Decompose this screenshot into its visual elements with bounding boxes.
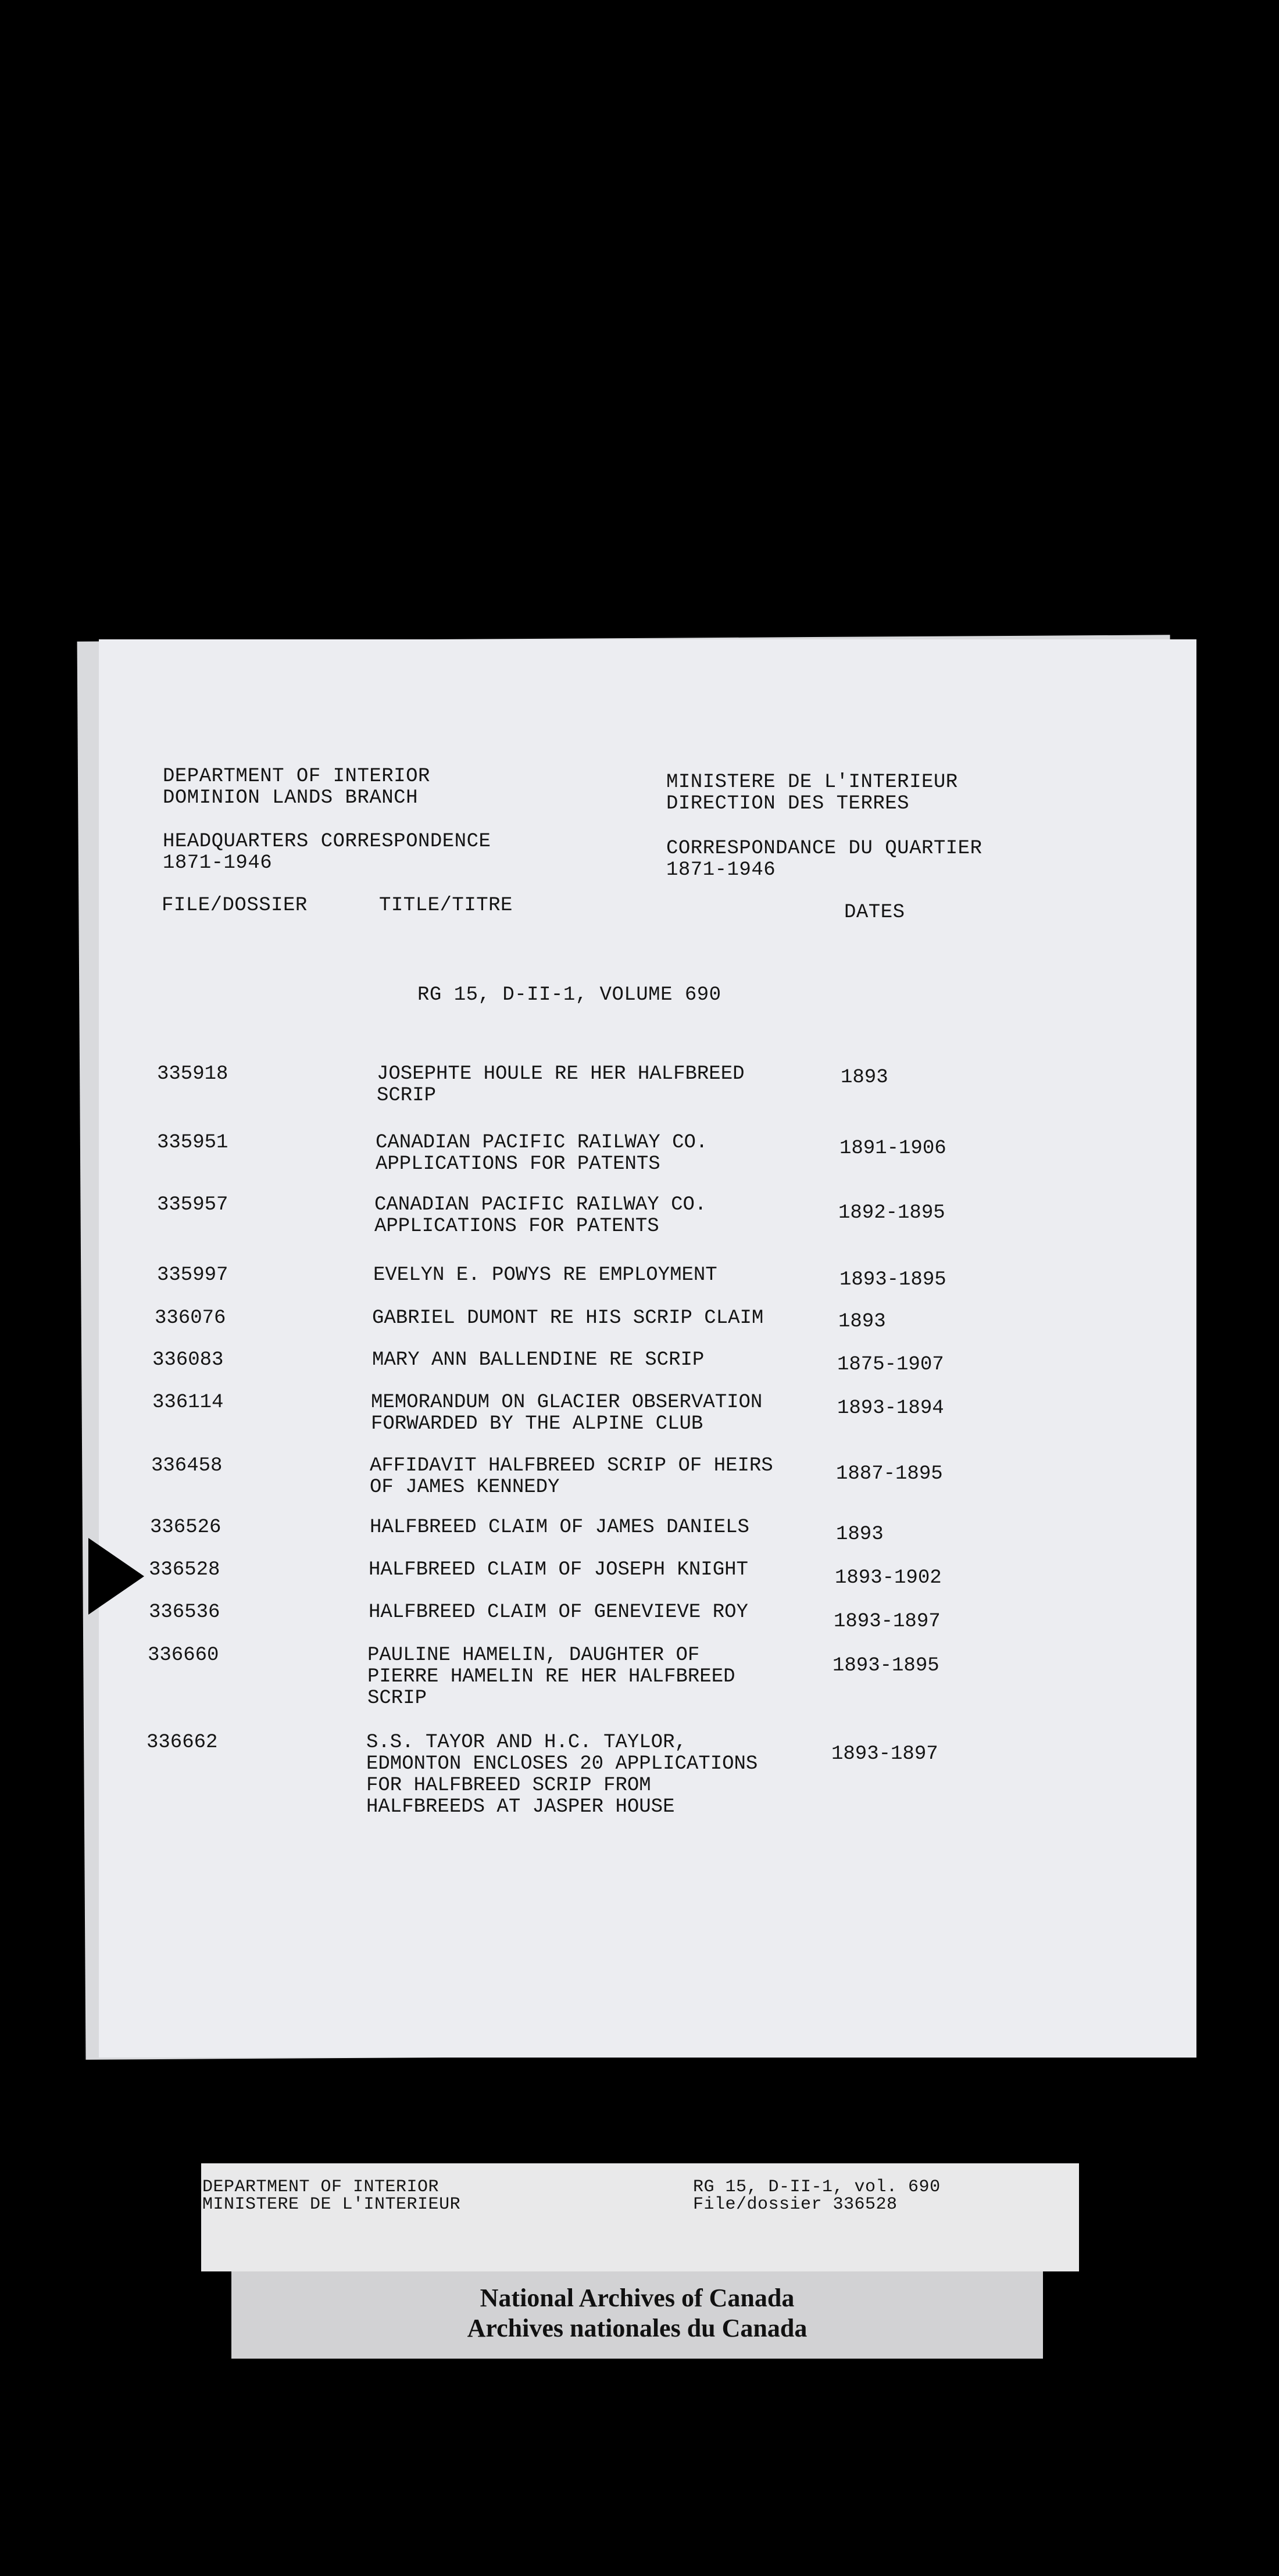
column-header-file: FILE/DOSSIER	[162, 895, 308, 917]
archive-name-french: Archives nationales du Canada	[467, 2314, 808, 2342]
archive-stamp-strip	[231, 2271, 1043, 2359]
entry-dates: 1891-1906	[839, 1137, 946, 1160]
entry-title: HALFBREED CLAIM OF JAMES DANIELS	[370, 1516, 749, 1539]
entry-file-number: 336662	[147, 1731, 218, 1754]
entry-title: GABRIEL DUMONT RE HIS SCRIP CLAIM	[372, 1307, 764, 1329]
entry-file-number: 335997	[157, 1264, 228, 1286]
archive-name-english: National Archives of Canada	[480, 2284, 795, 2312]
entry-title: MARY ANN BALLENDINE RE SCRIP	[372, 1349, 705, 1371]
label-right-line2: File/dossier 336528	[693, 2195, 898, 2214]
entry-title: EVELYN E. POWYS RE EMPLOYMENT	[373, 1264, 717, 1286]
entry-dates: 1893-1895	[833, 1655, 939, 1677]
selection-arrow-icon	[88, 1538, 144, 1615]
entry-file-number: 335951	[157, 1132, 228, 1154]
entry-file-number: 336076	[155, 1307, 226, 1329]
entry-dates: 1893-1894	[837, 1397, 944, 1419]
header-left-line1: DEPARTMENT OF INTERIOR	[163, 765, 430, 788]
entry-file-number: 335918	[157, 1063, 228, 1085]
file-label-strip	[201, 2163, 1079, 2271]
entry-title: S.S. TAYOR AND H.C. TAYLOR, EDMONTON ENCLOSES 20 APPLICATIONS FOR HALFBREED SCRIP FROM HALFBREEDS AT JASPER HOUSE	[366, 1731, 758, 1818]
column-header-dates: DATES	[844, 901, 905, 924]
entry-file-number: 336458	[151, 1455, 223, 1477]
header-left-line3: HEADQUARTERS CORRESPONDENCE	[163, 831, 491, 853]
header-left-line4: 1871-1946	[163, 852, 273, 874]
header-left-line2: DOMINION LANDS BRANCH	[163, 787, 418, 809]
entry-title: MEMORANDUM ON GLACIER OBSERVATION FORWARDED BY THE ALPINE CLUB	[371, 1391, 763, 1435]
entry-title: AFFIDAVIT HALFBREED SCRIP OF HEIRS OF JAMES KENNEDY	[370, 1455, 773, 1498]
label-right-line1: RG 15, D-II-1, vol. 690	[693, 2177, 941, 2197]
entry-dates: 1893	[836, 1523, 884, 1545]
entry-file-number: 336114	[152, 1391, 224, 1414]
entry-title: CANADIAN PACIFIC RAILWAY CO. APPLICATIONS FOR PATENTS	[374, 1194, 707, 1237]
entry-file-number: 336660	[148, 1644, 219, 1666]
entry-title: HALFBREED CLAIM OF JOSEPH KNIGHT	[369, 1559, 748, 1581]
entry-dates: 1892-1895	[838, 1202, 945, 1224]
header-right-line2: DIRECTION DES TERRES	[666, 793, 910, 815]
entry-title: HALFBREED CLAIM OF GENEVIEVE ROY	[369, 1601, 748, 1623]
entry-file-number: 336536	[149, 1601, 220, 1623]
entry-dates: 1893	[838, 1311, 886, 1333]
entry-dates: 1893-1895	[839, 1269, 946, 1291]
entry-dates: 1893	[841, 1067, 888, 1089]
header-right-line3: CORRESPONDANCE DU QUARTIER	[666, 838, 983, 860]
entry-file-number: 336528	[149, 1559, 220, 1581]
header-right-line4: 1871-1946	[666, 859, 776, 881]
label-left-line1: DEPARTMENT OF INTERIOR	[202, 2177, 440, 2197]
label-left-line2: MINISTERE DE L'INTERIEUR	[202, 2195, 461, 2214]
entry-dates: 1887-1895	[836, 1463, 943, 1485]
entry-file-number: 335957	[157, 1194, 228, 1216]
entry-dates: 1875-1907	[837, 1354, 944, 1376]
entry-dates: 1893-1902	[835, 1567, 942, 1589]
column-header-title: TITLE/TITRE	[379, 895, 513, 917]
entry-file-number: 336083	[152, 1349, 224, 1371]
volume-reference: RG 15, D-II-1, VOLUME 690	[417, 984, 721, 1006]
entry-dates: 1893-1897	[831, 1743, 938, 1765]
entry-title: JOSEPHTE HOULE RE HER HALFBREED SCRIP	[377, 1063, 745, 1107]
entry-file-number: 336526	[150, 1516, 221, 1539]
entry-title: CANADIAN PACIFIC RAILWAY CO. APPLICATIONS FOR PATENTS	[376, 1132, 708, 1175]
header-right-line1: MINISTERE DE L'INTERIEUR	[666, 771, 958, 793]
entry-title: PAULINE HAMELIN, DAUGHTER OF PIERRE HAMELIN RE HER HALFBREED SCRIP	[367, 1644, 735, 1709]
entry-dates: 1893-1897	[834, 1611, 941, 1633]
document-page	[99, 639, 1196, 2058]
